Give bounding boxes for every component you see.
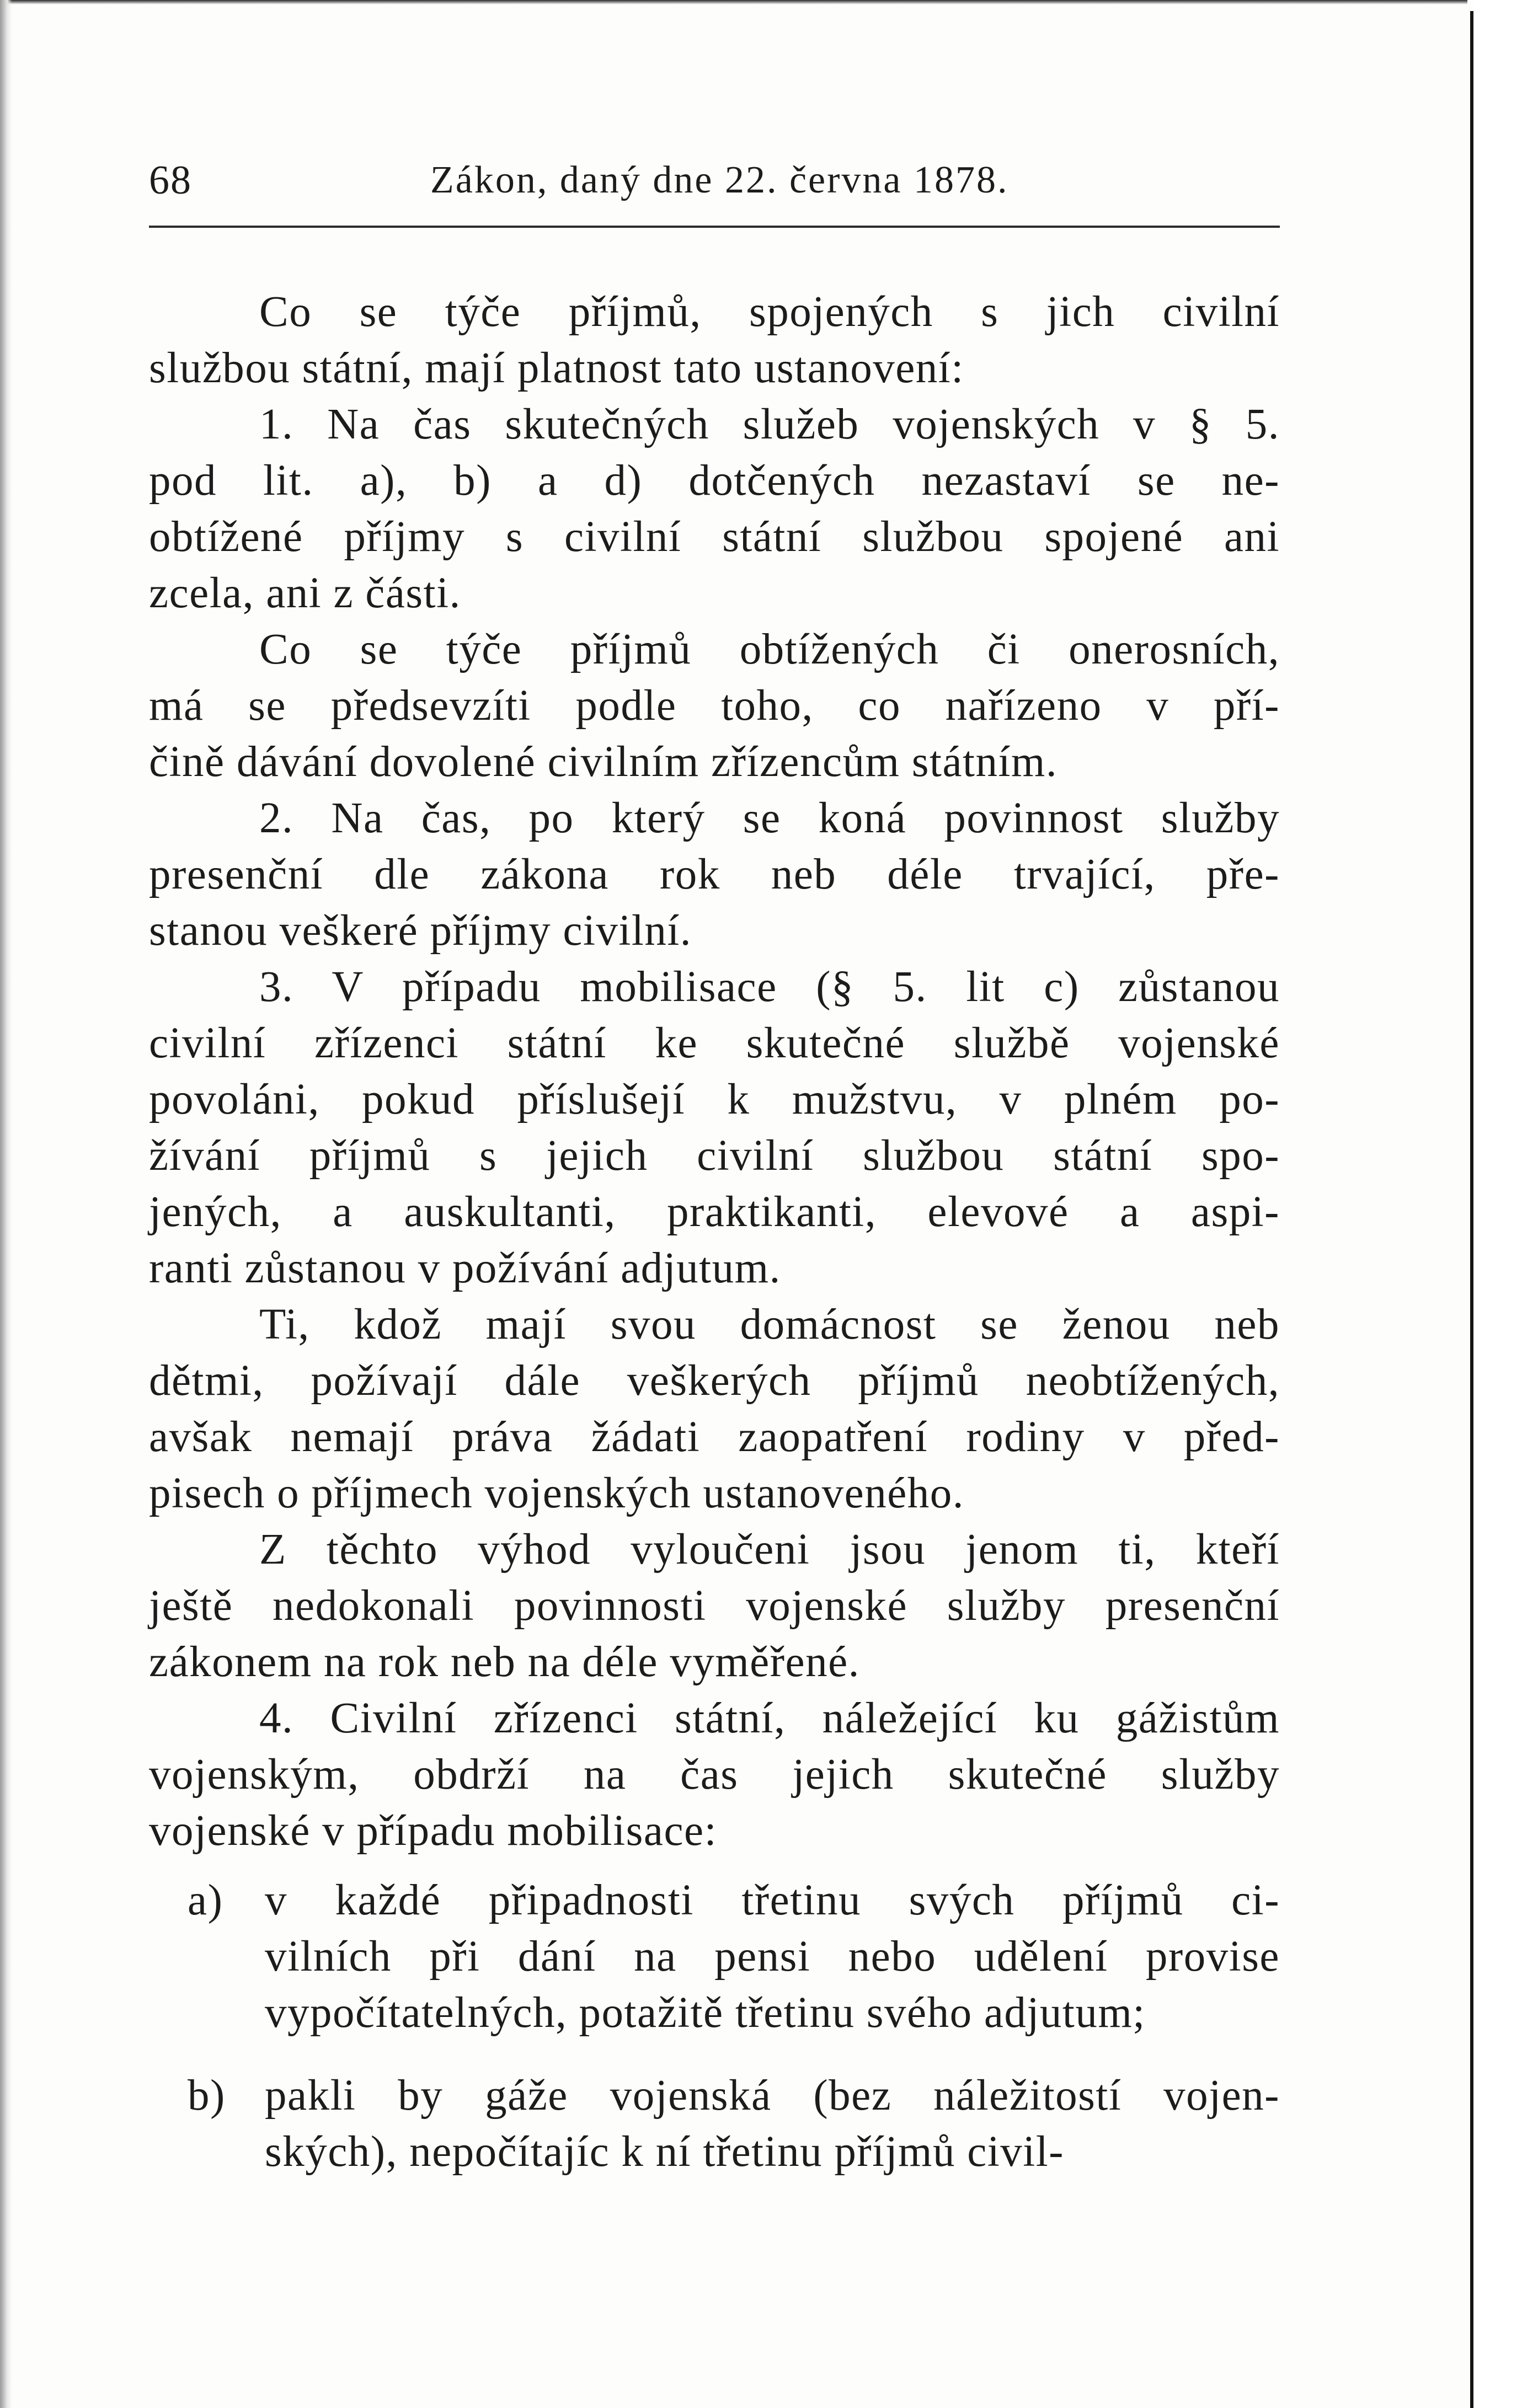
list-item-line: vilních při dání na pensi nebo udělení provise bbox=[265, 1933, 1280, 1981]
text-line: Z těchto výhod vyloučeni jsou jenom ti, kteří bbox=[259, 1526, 1280, 1574]
text-line: civilní zřízenci státní ke skutečné službě vojenské bbox=[149, 1019, 1280, 1067]
scan-edge-left bbox=[0, 0, 12, 2408]
list-item bbox=[149, 2068, 1280, 2180]
list-marker: a) bbox=[188, 1876, 223, 1924]
text-line: službou státní, mají platnost tato ustanovení: bbox=[149, 344, 964, 392]
text-line: jených, a auskultanti, praktikanti, elevové a aspi- bbox=[149, 1188, 1280, 1236]
text-line: má se předsevzíti podle toho, co nařízeno v pří- bbox=[149, 682, 1280, 730]
text-line: povoláni, pokud příslušejí k mužstvu, v plném po- bbox=[149, 1075, 1280, 1123]
enumerated-list bbox=[149, 1872, 1280, 2207]
text-line: ranti zůstanou v požívání adjutum. bbox=[149, 1244, 781, 1292]
list-item-line: v každé připadnosti třetinu svých příjmů ci- bbox=[265, 1876, 1280, 1924]
text-line: zcela, ani z části. bbox=[149, 569, 461, 617]
scan-margin-right bbox=[1473, 0, 1538, 2408]
list-marker: b) bbox=[188, 2072, 226, 2120]
text-line: zákonem na rok neb na déle vyměřené. bbox=[149, 1638, 860, 1686]
running-title: Zákon, daný dne 22. června 1878. bbox=[430, 159, 1009, 201]
text-line: 1. Na čas skutečných služeb vojenských v § 5. bbox=[259, 400, 1280, 448]
list-item-line: vypočítatelných, potažitě třetinu svého adjutum; bbox=[265, 1989, 1146, 2037]
page-header bbox=[149, 157, 1280, 218]
text-line: čině dávání dovolené civilním zřízencům státním. bbox=[149, 738, 1058, 786]
text-line: presenční dle zákona rok neb déle trvající, pře- bbox=[149, 850, 1280, 898]
text-line: Ti, kdož mají svou domácnost se ženou neb bbox=[259, 1301, 1280, 1349]
text-line: vojenským, obdrží na čas jejich skutečné služby bbox=[149, 1751, 1280, 1799]
text-line: vojenské v případu mobilisace: bbox=[149, 1807, 718, 1855]
page-number: 68 bbox=[149, 158, 192, 203]
list-item-line: pakli by gáže vojenská (bez náležitostí vojen- bbox=[265, 2072, 1280, 2120]
list-item-line: ských), nepočítajíc k ní třetinu příjmů civil- bbox=[265, 2128, 1064, 2176]
text-line: pisech o příjmech vojenských ustanoveného. bbox=[149, 1469, 965, 1517]
body-text bbox=[149, 284, 1280, 1859]
text-line: dětmi, požívají dále veškerých příjmů neobtížených, bbox=[149, 1357, 1280, 1405]
header-rule bbox=[149, 226, 1280, 228]
text-line: obtížené příjmy s civilní státní službou spojené ani bbox=[149, 513, 1280, 561]
text-line: žívání příjmů s jejich civilní službou státní spo- bbox=[149, 1132, 1280, 1180]
text-line: Co se týče příjmů, spojených s jich civilní bbox=[259, 288, 1280, 336]
scan-edge-top bbox=[0, 0, 1467, 4]
text-line: stanou veškeré příjmy civilní. bbox=[149, 907, 692, 955]
list-item bbox=[149, 1872, 1280, 2041]
text-line: pod lit. a), b) a d) dotčených nezastaví se ne- bbox=[149, 457, 1280, 505]
text-line: 2. Na čas, po který se koná povinnost služby bbox=[259, 794, 1280, 842]
text-line: Co se týče příjmů obtížených či onerosních, bbox=[259, 625, 1280, 673]
text-line: avšak nemají práva žádati zaopatření rodiny v před- bbox=[149, 1413, 1280, 1461]
text-line: 3. V případu mobilisace (§ 5. lit c) zůstanou bbox=[259, 963, 1280, 1011]
text-line: 4. Civilní zřízenci státní, náležející ku gážistům bbox=[259, 1694, 1280, 1742]
text-line: ještě nedokonali povinnosti vojenské služby presenční bbox=[149, 1582, 1280, 1630]
